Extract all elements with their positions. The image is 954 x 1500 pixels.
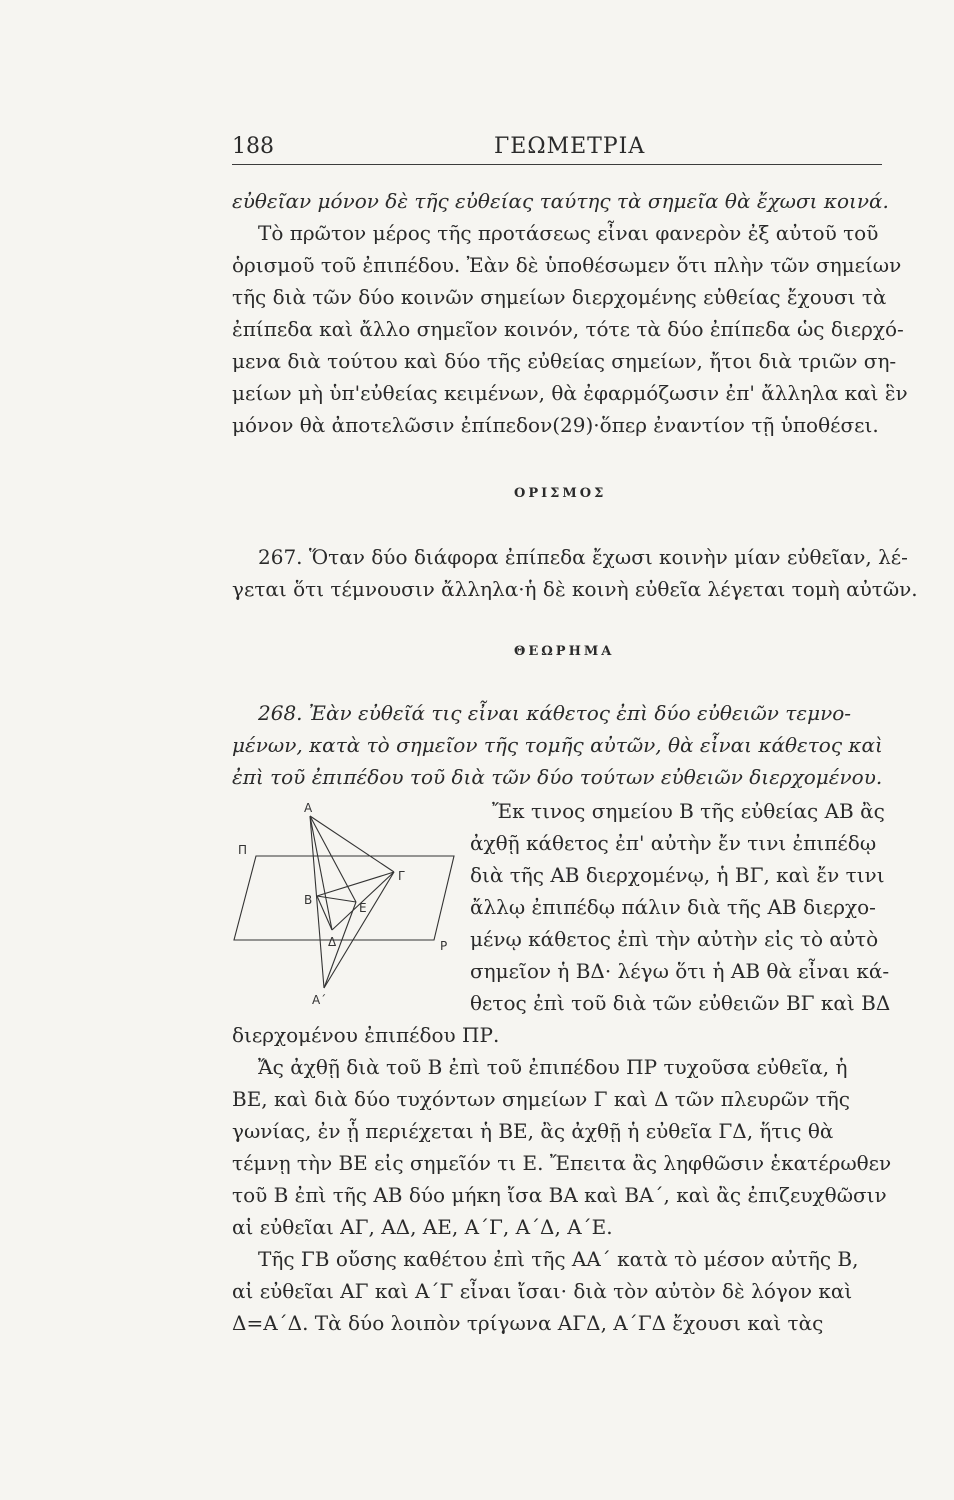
text-line: θετος ἐπὶ τοῦ διὰ τῶν εὐθειῶν ΒΓ καὶ ΒΔ [470,991,891,1015]
text-line: Ἔκ τινος σημείου Β τῆς εὐθείας ΑΒ ἂς [492,799,885,823]
text-line: Τὸ πρῶτον μέρος τῆς προτάσεως εἶναι φανερὸν ἐξ αὐτοῦ τοῦ [258,221,879,245]
text-line: γεται ὅτι τέμνουσιν ἄλληλα·ἡ δὲ κοινὴ εὐθεῖα λέγεται τομὴ αὐτῶν. [232,577,918,601]
section-heading-definition: ΟΡΙΣΜΟΣ [514,486,607,501]
text-line: μείων μὴ ὑπ'εὐθείας κειμένων, θὰ ἐφαρμόζωσιν ἐπ' ἄλληλα καὶ ἓν [232,381,908,405]
text-line: ΒΕ, καὶ διὰ δύο τυχόντων σημείων Γ καὶ Δ τῶν πλευρῶν τῆς [232,1087,850,1111]
line-ag [310,816,394,872]
line-ad [310,816,332,930]
text-line: τοῦ Β ἐπὶ τῆς ΑΒ δύο μήκη ἴσα ΒΑ καὶ ΒΑ΄, καὶ ἂς ἐπιζευχθῶσιν [232,1183,887,1207]
text-line: σημεῖον ἡ ΒΔ· λέγω ὅτι ἡ ΑΒ θὰ εἶναι κά- [470,959,890,983]
text-line: ἄλλῳ ἐπιπέδῳ πάλιν διὰ τῆς ΑΒ διερχο- [470,895,876,919]
text-line: μένῳ κάθετος ἐπὶ τὴν αὐτὴν εἰς τὸ αὐτὸ [470,927,879,951]
header-rule [232,164,882,165]
theorem-line: ἐπὶ τοῦ ἐπιπέδου τοῦ διὰ τῶν δύο τούτων εὐθειῶν διερχομένου. [232,765,883,789]
label-p: Π [238,843,248,857]
text-line: μενα διὰ τούτου καὶ δύο τῆς εὐθείας σημείων, ἤτοι διὰ τριῶν ση- [232,349,897,373]
text-line: Δ=Α΄Δ. Τὰ δύο λοιπὸν τρίγωνα ΑΓΔ, Α΄ΓΔ ἔχουσι καὶ τὰς [232,1311,824,1335]
geometry-figure [228,800,468,1010]
section-heading-theorem: ΘΕΩΡΗΜΑ [514,644,615,659]
text-line: μόνον θὰ ἀποτελῶσιν ἐπίπεδον(29)·ὅπερ ἐναντίον τῇ ὑποθέσει. [232,413,879,437]
line-ae [310,816,356,902]
text-line: τέμνῃ τὴν ΒΕ εἰς σημεῖόν τι Ε. Ἔπειτα ἂς ληφθῶσιν ἑκατέρωθεν [232,1151,892,1175]
label-d: Δ [328,935,337,949]
text-line: ἐπίπεδα καὶ ἄλλο σημεῖον κοινόν, τότε τὰ δύο ἐπίπεδα ὡς διερχό- [232,317,904,341]
line-bg [317,872,394,896]
theorem-line: 268. Ἐὰν εὐθεῖά τις εἶναι κάθετος ἐπὶ δύο εὐθειῶν τεμνο- [258,701,852,725]
text-line: διερχομένου ἐπιπέδου ΠΡ. [232,1023,500,1047]
plane-pr [234,856,454,940]
text-line: Ἄς ἀχθῇ διὰ τοῦ Β ἐπὶ τοῦ ἐπιπέδου ΠΡ τυχοῦσα εὐθεῖα, ἡ [258,1055,848,1079]
text-line: ὁρισμοῦ τοῦ ἐπιπέδου. Ἐὰν δὲ ὑποθέσωμεν ὅτι πλὴν τῶν σημείων [232,253,902,277]
label-r: Ρ [440,939,448,953]
running-title: ΓΕΩΜΕΤΡΙΑ [494,134,646,159]
text-line: Τῆς ΓΒ οὔσης καθέτου ἐπὶ τῆς ΑΑ΄ κατὰ τὸ μέσον αὐτῆς Β, [258,1247,859,1271]
text-line: αἱ εὐθεῖαι ΑΓ, ΑΔ, ΑΕ, Α΄Γ, Α΄Δ, Α΄Ε. [232,1215,613,1239]
text-line: τῆς διὰ τῶν δύο κοινῶν σημείων διερχομένης εὐθείας ἔχουσι τὰ [232,285,887,309]
theorem-line: μένων, κατὰ τὸ σημεῖον τῆς τομῆς αὐτῶν, θὰ εἶναι κάθετος καὶ [232,733,883,757]
label-g: Γ [398,869,405,883]
label-e: Ε [359,901,367,915]
text-line: γωνίας, ἐν ᾗ περιέχεται ἡ ΒΕ, ἂς ἀχθῇ ἡ εὐθεῖα ΓΔ, ἥτις θὰ [232,1119,834,1143]
label-a: Α [304,801,313,815]
text-line: αἱ εὐθεῖαι ΑΓ καὶ Α΄Γ εἶναι ἴσαι· διὰ τὸν αὐτὸν δὲ λόγον καὶ [232,1279,853,1303]
page-header [232,128,882,164]
text-line: 267. Ὅταν δύο διάφορα ἐπίπεδα ἔχωσι κοινὴν μίαν εὐθεῖαν, λέ- [258,545,908,569]
page-number: 188 [232,134,274,159]
text-line: εὐθεῖαν μόνον δὲ τῆς εὐθείας ταύτης τὰ σημεῖα θὰ ἔχωσι κοινά. [232,189,889,213]
line-be [317,896,356,902]
label-b: Β [304,893,313,907]
label-a2: Α΄ [312,993,327,1007]
text-line: διὰ τῆς ΑΒ διερχομένῳ, ἡ ΒΓ, καὶ ἔν τινι [470,863,885,887]
text-line: ἀχθῇ κάθετος ἐπ' αὐτὴν ἔν τινι ἐπιπέδῳ [470,831,877,855]
line-a2g [324,872,394,988]
